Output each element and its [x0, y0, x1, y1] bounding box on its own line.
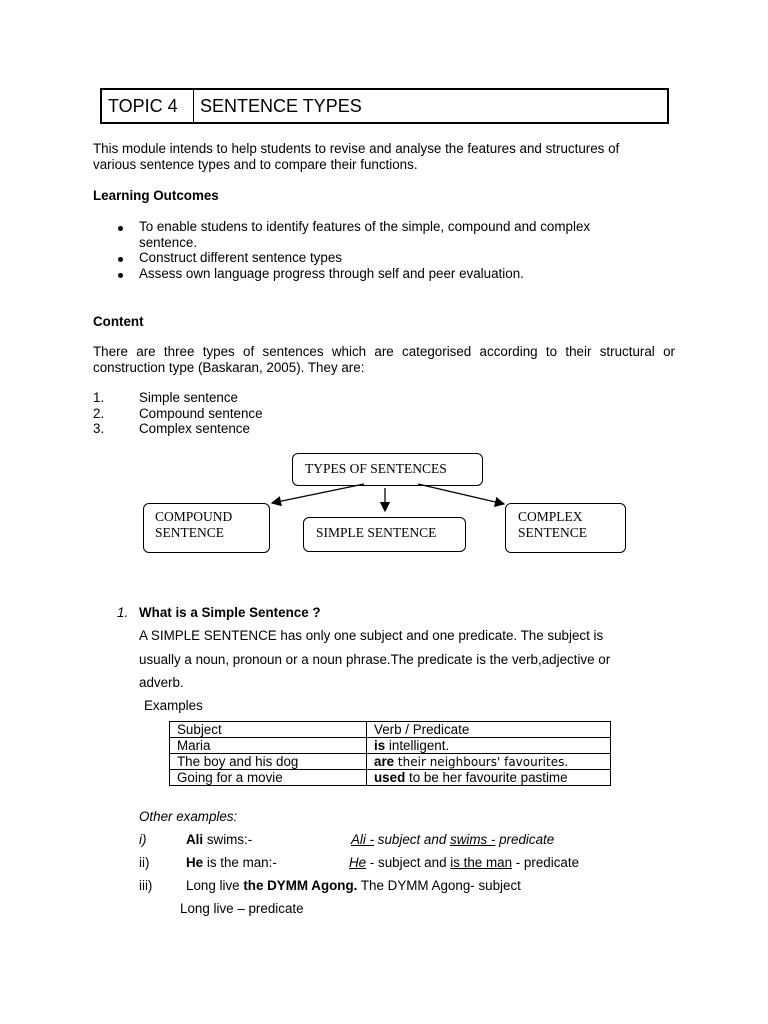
- example-3-bold: the DYMM Agong.: [243, 878, 358, 893]
- table-cell-predicate: [367, 754, 611, 770]
- example-2-rest: is the man:-: [203, 855, 277, 870]
- arrow-to-compound: [272, 484, 364, 503]
- table-row: [170, 770, 611, 786]
- example-1-analysis-end: predicate: [495, 832, 555, 847]
- simple-def-line-1: A SIMPLE SENTENCE has only one subject and one predicate. The subject is: [139, 628, 604, 643]
- intro-line-1: This module intends to help students to revise and analyse the features and structures of: [93, 141, 620, 156]
- example-2-analysis-end: - predicate: [512, 855, 580, 870]
- table-cell-subject: The boy and his dog: [170, 754, 367, 770]
- section-number: 1.: [117, 605, 129, 620]
- example-2-analysis: [349, 855, 579, 870]
- example-1-analysis-predicate: swims -: [450, 832, 496, 847]
- predicate-verb: are: [374, 753, 395, 769]
- table-cell-predicate: [367, 738, 611, 754]
- intro-line-2: various sentence types and to compare their functions.: [93, 157, 418, 172]
- predicate-rest: to be her favourite pastime: [405, 769, 568, 785]
- diagram-root-label: TYPES OF SENTENCES: [305, 461, 447, 476]
- example-3-line-2: Long live – predicate: [180, 901, 304, 916]
- example-1-rest: swims:-: [203, 832, 253, 847]
- example-1-num: i): [139, 832, 147, 847]
- simple-def-line-3: adverb.: [139, 675, 184, 690]
- table-header-row: [170, 722, 611, 738]
- example-1-subject: Ali: [186, 832, 204, 847]
- table-header-subject: Subject: [170, 722, 367, 738]
- table-cell-subject: Maria: [170, 738, 367, 754]
- example-3-num: iii): [139, 878, 153, 893]
- list-num-1: 1.: [93, 390, 105, 405]
- table-cell-subject: Going for a movie: [170, 770, 367, 786]
- list-item-3: Complex sentence: [139, 421, 250, 436]
- table-header-predicate: Verb / Predicate: [367, 722, 611, 738]
- example-3-pre: Long live: [186, 878, 244, 893]
- predicate-rest: their neighbours' favourites.: [394, 754, 569, 769]
- example-3-sentence: [186, 878, 521, 893]
- table-row: [170, 738, 611, 754]
- list-item-2: Compound sentence: [139, 406, 263, 421]
- other-examples-heading: Other examples:: [139, 809, 238, 824]
- outcome-item-3: Assess own language progress through self and peer evaluation.: [139, 266, 524, 281]
- example-1-analysis: [351, 832, 554, 847]
- outcome-item-1-line-1: To enable studens to identify features of the simple, compound and complex: [139, 219, 591, 234]
- predicate-verb: is: [374, 737, 386, 753]
- outcome-item-1-line-2: sentence.: [139, 235, 198, 250]
- diagram-compound-label-2: SENTENCE: [155, 525, 224, 540]
- diagram-complex-label-2: SENTENCE: [518, 525, 587, 540]
- content-para-line-2: construction type (Baskaran, 2005). They are:: [93, 360, 365, 375]
- table-cell-predicate: [367, 770, 611, 786]
- examples-table: [169, 721, 611, 786]
- list-item-1: Simple sentence: [139, 390, 238, 405]
- content-heading: Content: [93, 314, 144, 329]
- example-2-analysis-predicate: is the man: [450, 855, 513, 870]
- section-heading: What is a Simple Sentence ?: [139, 605, 321, 620]
- diagram-simple-label: SIMPLE SENTENCE: [316, 525, 437, 540]
- predicate-rest: intelligent.: [385, 737, 450, 753]
- example-2-analysis-subject: He: [349, 855, 367, 870]
- learning-outcomes-heading: Learning Outcomes: [93, 188, 219, 203]
- example-2-subject: He: [186, 855, 204, 870]
- diagram-compound-label-1: COMPOUND: [155, 509, 233, 524]
- example-1-analysis-mid: subject and: [374, 832, 450, 847]
- list-num-2: 2.: [93, 406, 105, 421]
- example-2-sentence: [186, 855, 277, 870]
- arrow-to-complex: [418, 484, 504, 504]
- outcome-item-2: Construct different sentence types: [139, 250, 342, 265]
- topic-title: SENTENCE TYPES: [200, 95, 362, 116]
- example-1-analysis-subject: Ali -: [351, 832, 375, 847]
- example-2-analysis-mid: - subject and: [366, 855, 451, 870]
- content-para-line-1: There are three types of sentences which are categorised according to their structural or: [93, 344, 675, 359]
- list-num-3: 3.: [93, 421, 105, 436]
- example-2-num: ii): [139, 855, 150, 870]
- examples-label: Examples: [144, 698, 203, 713]
- example-1-sentence: [186, 832, 252, 847]
- table-row: [170, 754, 611, 770]
- topic-number: TOPIC 4: [102, 90, 194, 122]
- simple-def-line-2: usually a noun, pronoun or a noun phrase.The predicate is the verb,adjective or: [139, 652, 611, 667]
- diagram-complex-label-1: COMPLEX: [518, 509, 583, 524]
- example-3-rest: The DYMM Agong- subject: [357, 878, 521, 893]
- predicate-verb: used: [374, 769, 406, 785]
